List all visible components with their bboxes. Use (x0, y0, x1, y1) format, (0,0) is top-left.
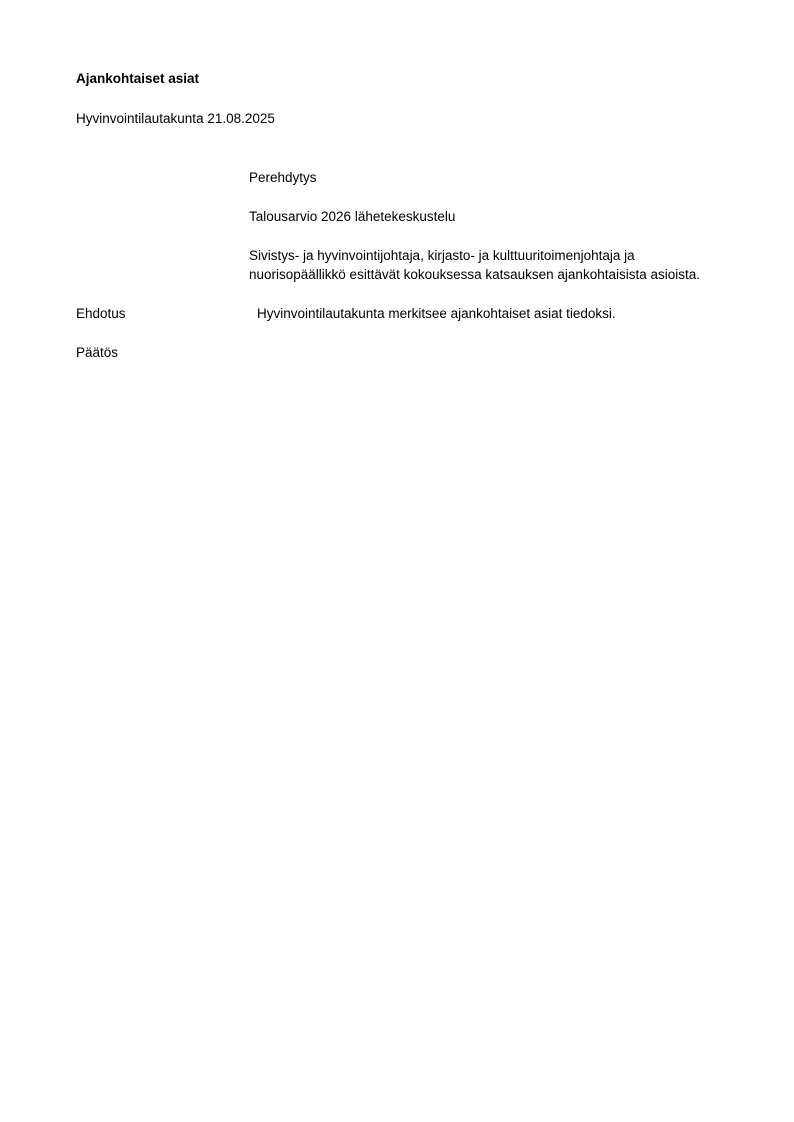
proposal-text: Hyvinvointilautakunta merkitsee ajankohtaiset asiat tiedoksi. (257, 306, 616, 321)
description-line-1: Sivistys- ja hyvinvointijohtaja, kirjasto- ja kulttuuritoimenjohtaja ja (249, 248, 635, 263)
decision-label: Päätös (76, 345, 119, 360)
document-title: Ajankohtaiset asiat (76, 71, 200, 86)
agenda-item-talousarvio: Talousarvio 2026 lähetekeskustelu (249, 209, 456, 224)
agenda-item-perehdytys: Perehdytys (249, 170, 317, 185)
meeting-info: Hyvinvointilautakunta 21.08.2025 (76, 111, 275, 126)
proposal-label: Ehdotus (76, 306, 126, 321)
description-paragraph (249, 246, 769, 284)
description-line-2: nuorisopäällikkö esittävät kokouksessa katsauksen ajankohtaisista asioista. (249, 267, 700, 282)
